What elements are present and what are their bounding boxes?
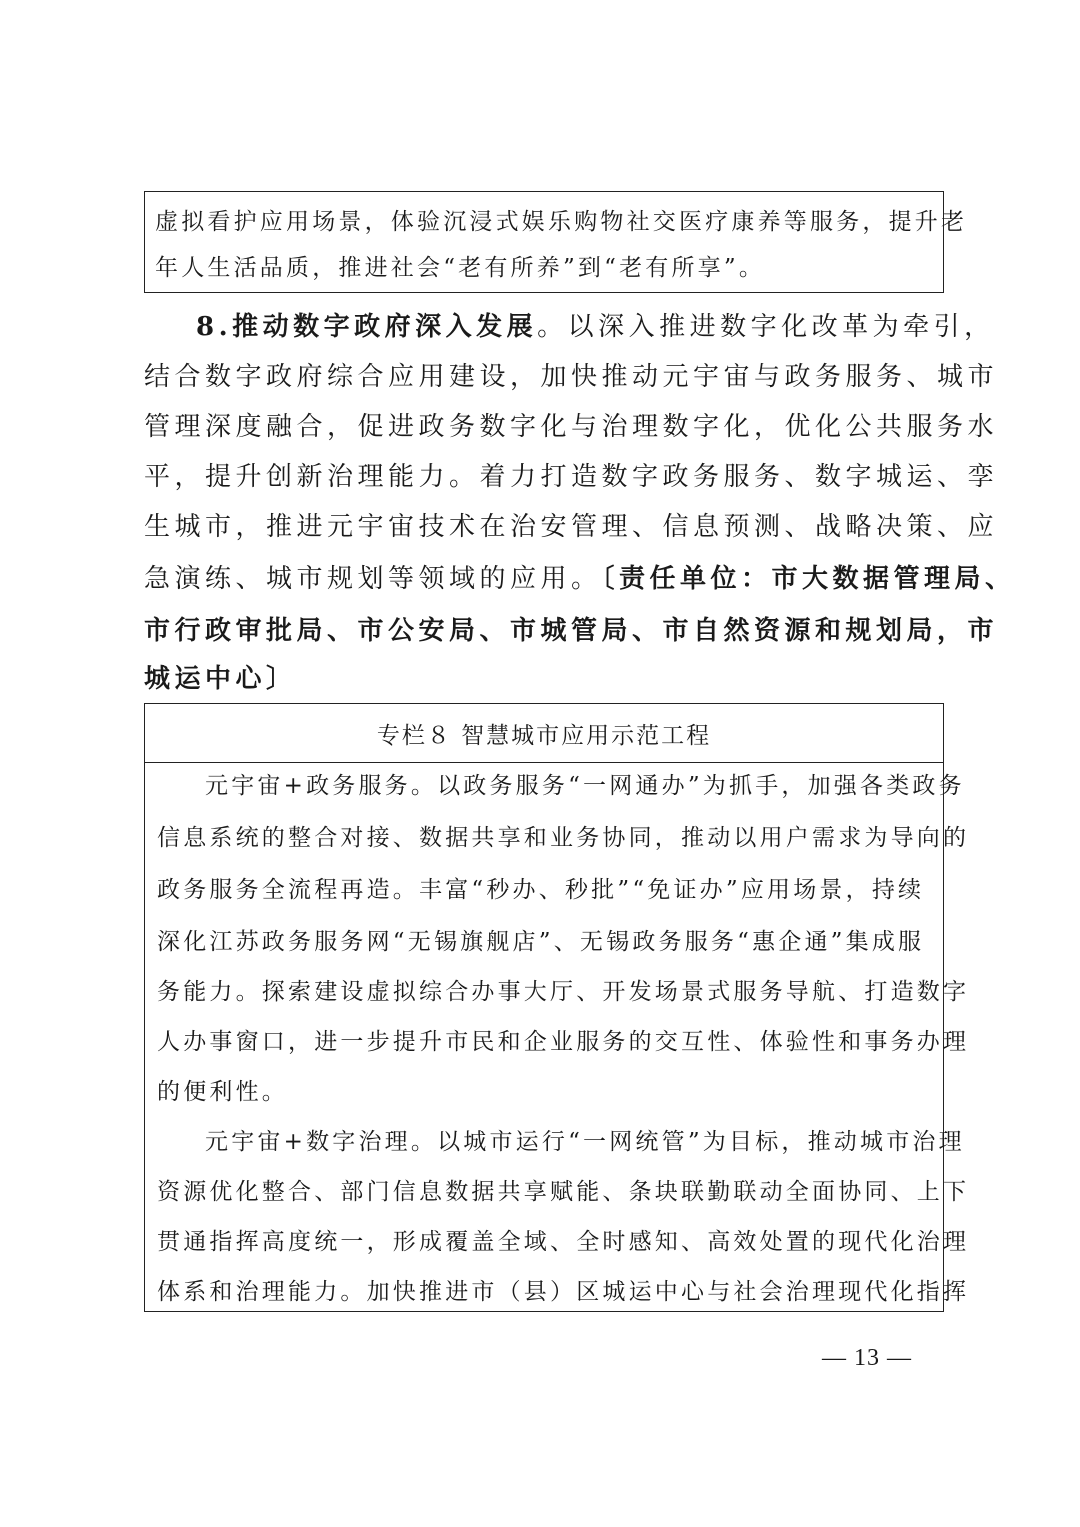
column-text-line: 贯通指挥高度统一，形成覆盖全域、全时感知、高效处置的现代化治理 [157, 1229, 970, 1255]
responsible-units: 城运中心〕 [144, 664, 297, 694]
section-line [144, 308, 995, 346]
section-line [144, 660, 964, 698]
responsible-units: 〔责任单位：市大数据管理局、 [601, 564, 1016, 594]
column-text-line: 元宇宙+政务服务。以政务服务“一网通办”为抓手，加强各类政务 [205, 773, 965, 799]
column-text-line: 的便利性。 [157, 1079, 288, 1105]
section-line: 平，提升创新治理能力。着力打造数字政务服务、数字城运、孪 [144, 462, 999, 492]
column-text-line: 务能力。探索建设虚拟综合办事大厅、开发场景式服务导航、打造数字 [157, 979, 970, 1005]
column-text-line: 人办事窗口，进一步提升市民和企业服务的交互性、体验性和事务办理 [157, 1029, 970, 1055]
continuation-box [144, 191, 968, 293]
section-text: 急演练、城市规划等领域的应用。 [144, 564, 602, 594]
section-line [144, 612, 999, 650]
column-text-line: 元宇宙+数字治理。以城市运行“一网统管”为目标，推动城市治理 [205, 1129, 965, 1155]
column-title: 专栏８ 智慧城市应用示范工程 [145, 704, 943, 763]
section-heading: 8.推动数字政府深入发展 [196, 312, 538, 342]
column-box [144, 703, 970, 1312]
section-line: 生城市，推进元宇宙技术在治安管理、信息预测、战略决策、应 [144, 512, 999, 542]
column-text-line: 政务服务全流程再造。丰富“秒办、秒批”“免证办”应用场景，持续 [157, 877, 925, 903]
box-text-line: 虚拟看护应用场景，体验沉浸式娱乐购物社交医疗康养等服务，提升老 [155, 209, 968, 235]
column-text-line: 体系和治理能力。加快推进市（县）区城运中心与社会治理现代化指挥 [157, 1279, 970, 1305]
column-text-line: 信息系统的整合对接、数据共享和业务协同，推动以用户需求为导向的 [157, 825, 970, 851]
box-text-line: 年人生活品质，推进社会“老有所养”到“老有所享”。 [155, 255, 766, 281]
page-number: — 13 — [822, 1345, 912, 1371]
section-text: 。以深入推进数字化改革为牵引， [537, 312, 995, 342]
column-text-line: 深化江苏政务服务网“无锡旗舰店”、无锡政务服务“惠企通”集成服 [157, 929, 925, 955]
section-line: 结合数字政府综合应用建设，加快推动元宇宙与政务服务、城市 [144, 362, 999, 392]
responsible-units: 市行政审批局、市公安局、市城管局、市自然资源和规划局，市 [144, 616, 999, 646]
section-line [144, 560, 1016, 598]
section-line: 管理深度融合，促进政务数字化与治理数字化，优化公共服务水 [144, 412, 999, 442]
column-text-line: 资源优化整合、部门信息数据共享赋能、条块联勤联动全面协同、上下 [157, 1179, 970, 1205]
